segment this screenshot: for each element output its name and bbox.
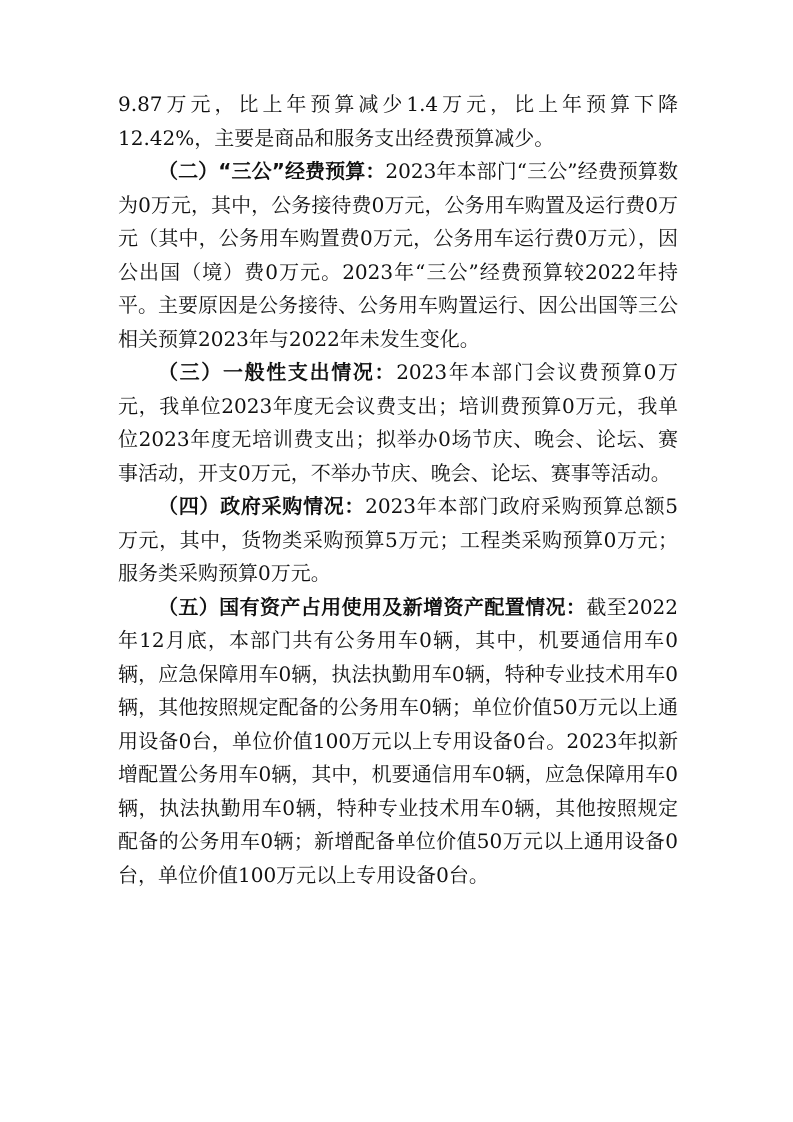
paragraph-budget-continuation <box>118 88 678 155</box>
paragraph-text: 2023年本部门“三公”经费预算数为0万元，其中，公务接待费0万元，公务用车购置及运行费0万元（其中，公务用车购置费0万元，公务用车运行费0万元），因公出国（境）费0万元。2023年“三公”经费预算较2022年持平。主要原因是公务接待、公务用车购置运行、因公出国等三公相关预算2023年与2022年未发生变化。 <box>118 159 678 351</box>
document-body <box>118 88 678 892</box>
paragraph-text: 截至2022年12月底，本部门共有公务用车0辆，其中，机要通信用车0辆，应急保障用车0辆，执法执勤用车0辆，特种专业技术用车0辆，其他按照规定配备的公务用车0辆；单位价值50万元以上通用设备0台，单位价值100万元以上专用设备0台。2023年拟新增配置公务用车0辆，其中，机要通信用车0辆，应急保障用车0辆，执法执勤用车0辆，特种专业技术用车0辆，其他按照规定配备的公务用车0辆；新增配备单位价值50万元以上通用设备0台，单位价值100万元以上专用设备0台。 <box>118 594 679 887</box>
paragraph-three-public-expenses <box>118 155 678 356</box>
section-heading-5: （五）国有资产占用使用及新增资产配置情况： <box>158 594 587 619</box>
section-heading-4: （四）政府采购情况： <box>158 494 366 518</box>
paragraph-government-procurement <box>118 490 678 591</box>
section-heading-2: （二）“三公”经费预算： <box>158 159 386 183</box>
paragraph-state-assets <box>118 591 678 893</box>
section-heading-3: （三）一般性支出情况： <box>158 360 397 384</box>
paragraph-text: 2023年本部门会议费预算0万元，我单位2023年度无会议费支出；培训费预算0万元，我单位2023年度无培训费支出；拟举办0场节庆、晚会、论坛、赛事活动，开支0万元，不举办节庆、晚会、论坛、赛事等活动。 <box>118 360 678 485</box>
paragraph-text: 2023年本部门政府采购预算总额5万元，其中，货物类采购预算5万元；工程类采购预算0万元；服务类采购预算0万元。 <box>118 494 679 585</box>
paragraph-text: 9.87万元，比上年预算减少1.4万元，比上年预算下降12.42%，主要是商品和服务支出经费预算减少。 <box>118 92 678 150</box>
paragraph-general-expenditure <box>118 356 678 490</box>
